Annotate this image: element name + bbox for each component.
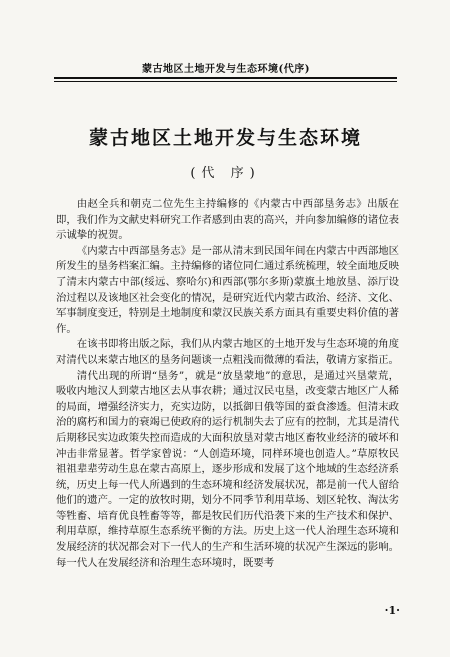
paragraph: 《内蒙古中西部垦务志》是一部从清末到民国年间在内蒙古中西部地区所发生的垦务档案汇编。主持编修的诸位同仁通过系统梳理，较全面地反映了清末内蒙古中部(绥远、察哈尔)和西部(鄂尔多斯)蒙旗土地放垦、添厅设治过程以及该地区社会变化的情况，是研究近代内蒙古政治、经济、文化、军事制度变迁，特别是土地制度和蒙汉民族关系方面具有重要史料价值的著作。 xyxy=(56,244,399,335)
header-rule-thin xyxy=(54,81,397,82)
paragraph: 由赵全兵和朝克二位先生主持编修的《内蒙古中西部垦务志》出版在即，我们作为文献史料研究工作者感到由衷的高兴，并向参加编修的诸位表示诚挚的祝贺。 xyxy=(56,198,399,242)
running-head: 蒙古地区土地开发与生态环境(代序) xyxy=(142,64,310,75)
body-text xyxy=(56,197,399,571)
header-rule-thick xyxy=(54,77,397,79)
paragraph: 清代出现的所谓“垦务”，就是“放垦蒙地”的意思，是通过兴垦蒙荒，吸收内地汉人到蒙古地区去从事农耕；通过汉民屯垦，改变蒙古地区广人稀的局面，增强经济实力，充实边防，以抵御日俄等国的蚕食渗透。但清末政治的腐朽和国力的衰竭已使政府的运行机制失去了应有的控制，尤其是清代后期移民实边政策失控而造成的大面积放垦对蒙古地区畜牧业经济的破坏和冲击非常显著。哲学家曾说：“人创造环境，同样环境也创造人。”草原牧民祖祖辈辈劳动生息在蒙古高原上，逐步形成和发展了这个地域的生态经济系统，历史上每一代人所遇到的生态环境和经济发展状况，都是前一代人留给他们的遗产。一定的放牧时期，划分不同季节利用草场、划区轮牧、淘汰劣等牲畜、培育优良牲畜等等，都是牧民们历代沿袭下来的生产技术和保护、利用草原，维持草原生态系统平衡的方法。历史上这一代人治理生态环境和发展经济的状况都会对下一代人的生产和生活环境的状况产生深远的影响。每一代人在发展经济和治理生态环境时，既要考 xyxy=(56,369,399,569)
page-number: ·1· xyxy=(384,604,400,617)
paragraph: 在该书即将出版之际，我们从内蒙古地区的土地开发与生态环境的角度对清代以来蒙古地区的垦务问题谈一点粗浅而微薄的看法，敬请方家指正。 xyxy=(56,338,399,366)
article-title: 蒙古地区土地开发与生态环境 xyxy=(88,127,362,149)
article-subtitle: (代 序) xyxy=(190,166,261,181)
